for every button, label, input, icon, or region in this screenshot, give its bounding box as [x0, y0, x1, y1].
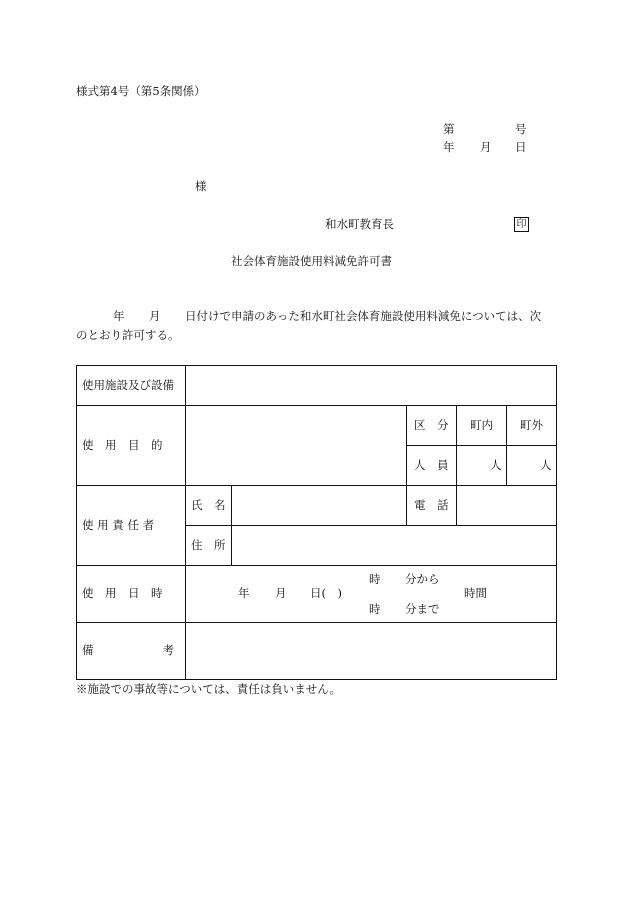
- datetime-year: 年: [238, 586, 250, 600]
- datetime-month: 月: [275, 586, 287, 600]
- addressee-suffix: 様: [195, 179, 207, 193]
- document-number-prefix: 第: [443, 122, 455, 136]
- body-text-line2: のとおり許可する。: [76, 328, 180, 342]
- name-label: 氏 名: [191, 498, 226, 512]
- footnote: ※施設での事故等については、責任は負いません。: [76, 682, 341, 696]
- address-label: 住 所: [191, 538, 226, 552]
- datetime-hours: 時間: [464, 586, 487, 600]
- form-number: 様式第4号（第5条関係）: [76, 84, 206, 98]
- document-title: 社会体育施設使用料減免許可書: [231, 254, 392, 268]
- body-year-label: 年: [113, 309, 125, 323]
- issuer-name: 和水町教育長: [325, 217, 394, 231]
- category-label: 区 分: [414, 418, 449, 432]
- phone-label: 電 話: [414, 498, 449, 512]
- people-unit-out-town: 人: [540, 458, 552, 472]
- datetime-end-hour: 時: [369, 602, 381, 616]
- people-unit-in-town: 人: [490, 458, 502, 472]
- datetime-start-minute: 分から: [405, 572, 440, 586]
- document-number-suffix: 号: [515, 122, 527, 136]
- purpose-label: 使 用 目 的: [82, 438, 163, 452]
- datetime-label: 使 用 日 時: [82, 586, 163, 600]
- date-month-label: 月: [480, 140, 492, 154]
- category-in-town: 町内: [470, 418, 493, 432]
- seal-mark: 印: [514, 217, 529, 232]
- date-year-label: 年: [443, 140, 455, 154]
- manager-label: 使 用 責 任 者: [82, 518, 155, 532]
- datetime-end-minute: 分まで: [405, 602, 440, 616]
- category-out-town: 町外: [520, 418, 543, 432]
- facility-label: 使用施設及び設備: [82, 378, 174, 392]
- datetime-start-hour: 時: [369, 572, 381, 586]
- date-day-label: 日: [515, 140, 527, 154]
- body-month-label: 月: [149, 309, 161, 323]
- people-label: 人 員: [414, 458, 449, 472]
- remarks-label: 備 考: [82, 643, 174, 657]
- body-text-line1: 日付けで申請のあった和水町社会体育施設使用料減免については、次: [185, 309, 542, 323]
- datetime-day-weekday: 日( ): [310, 586, 342, 600]
